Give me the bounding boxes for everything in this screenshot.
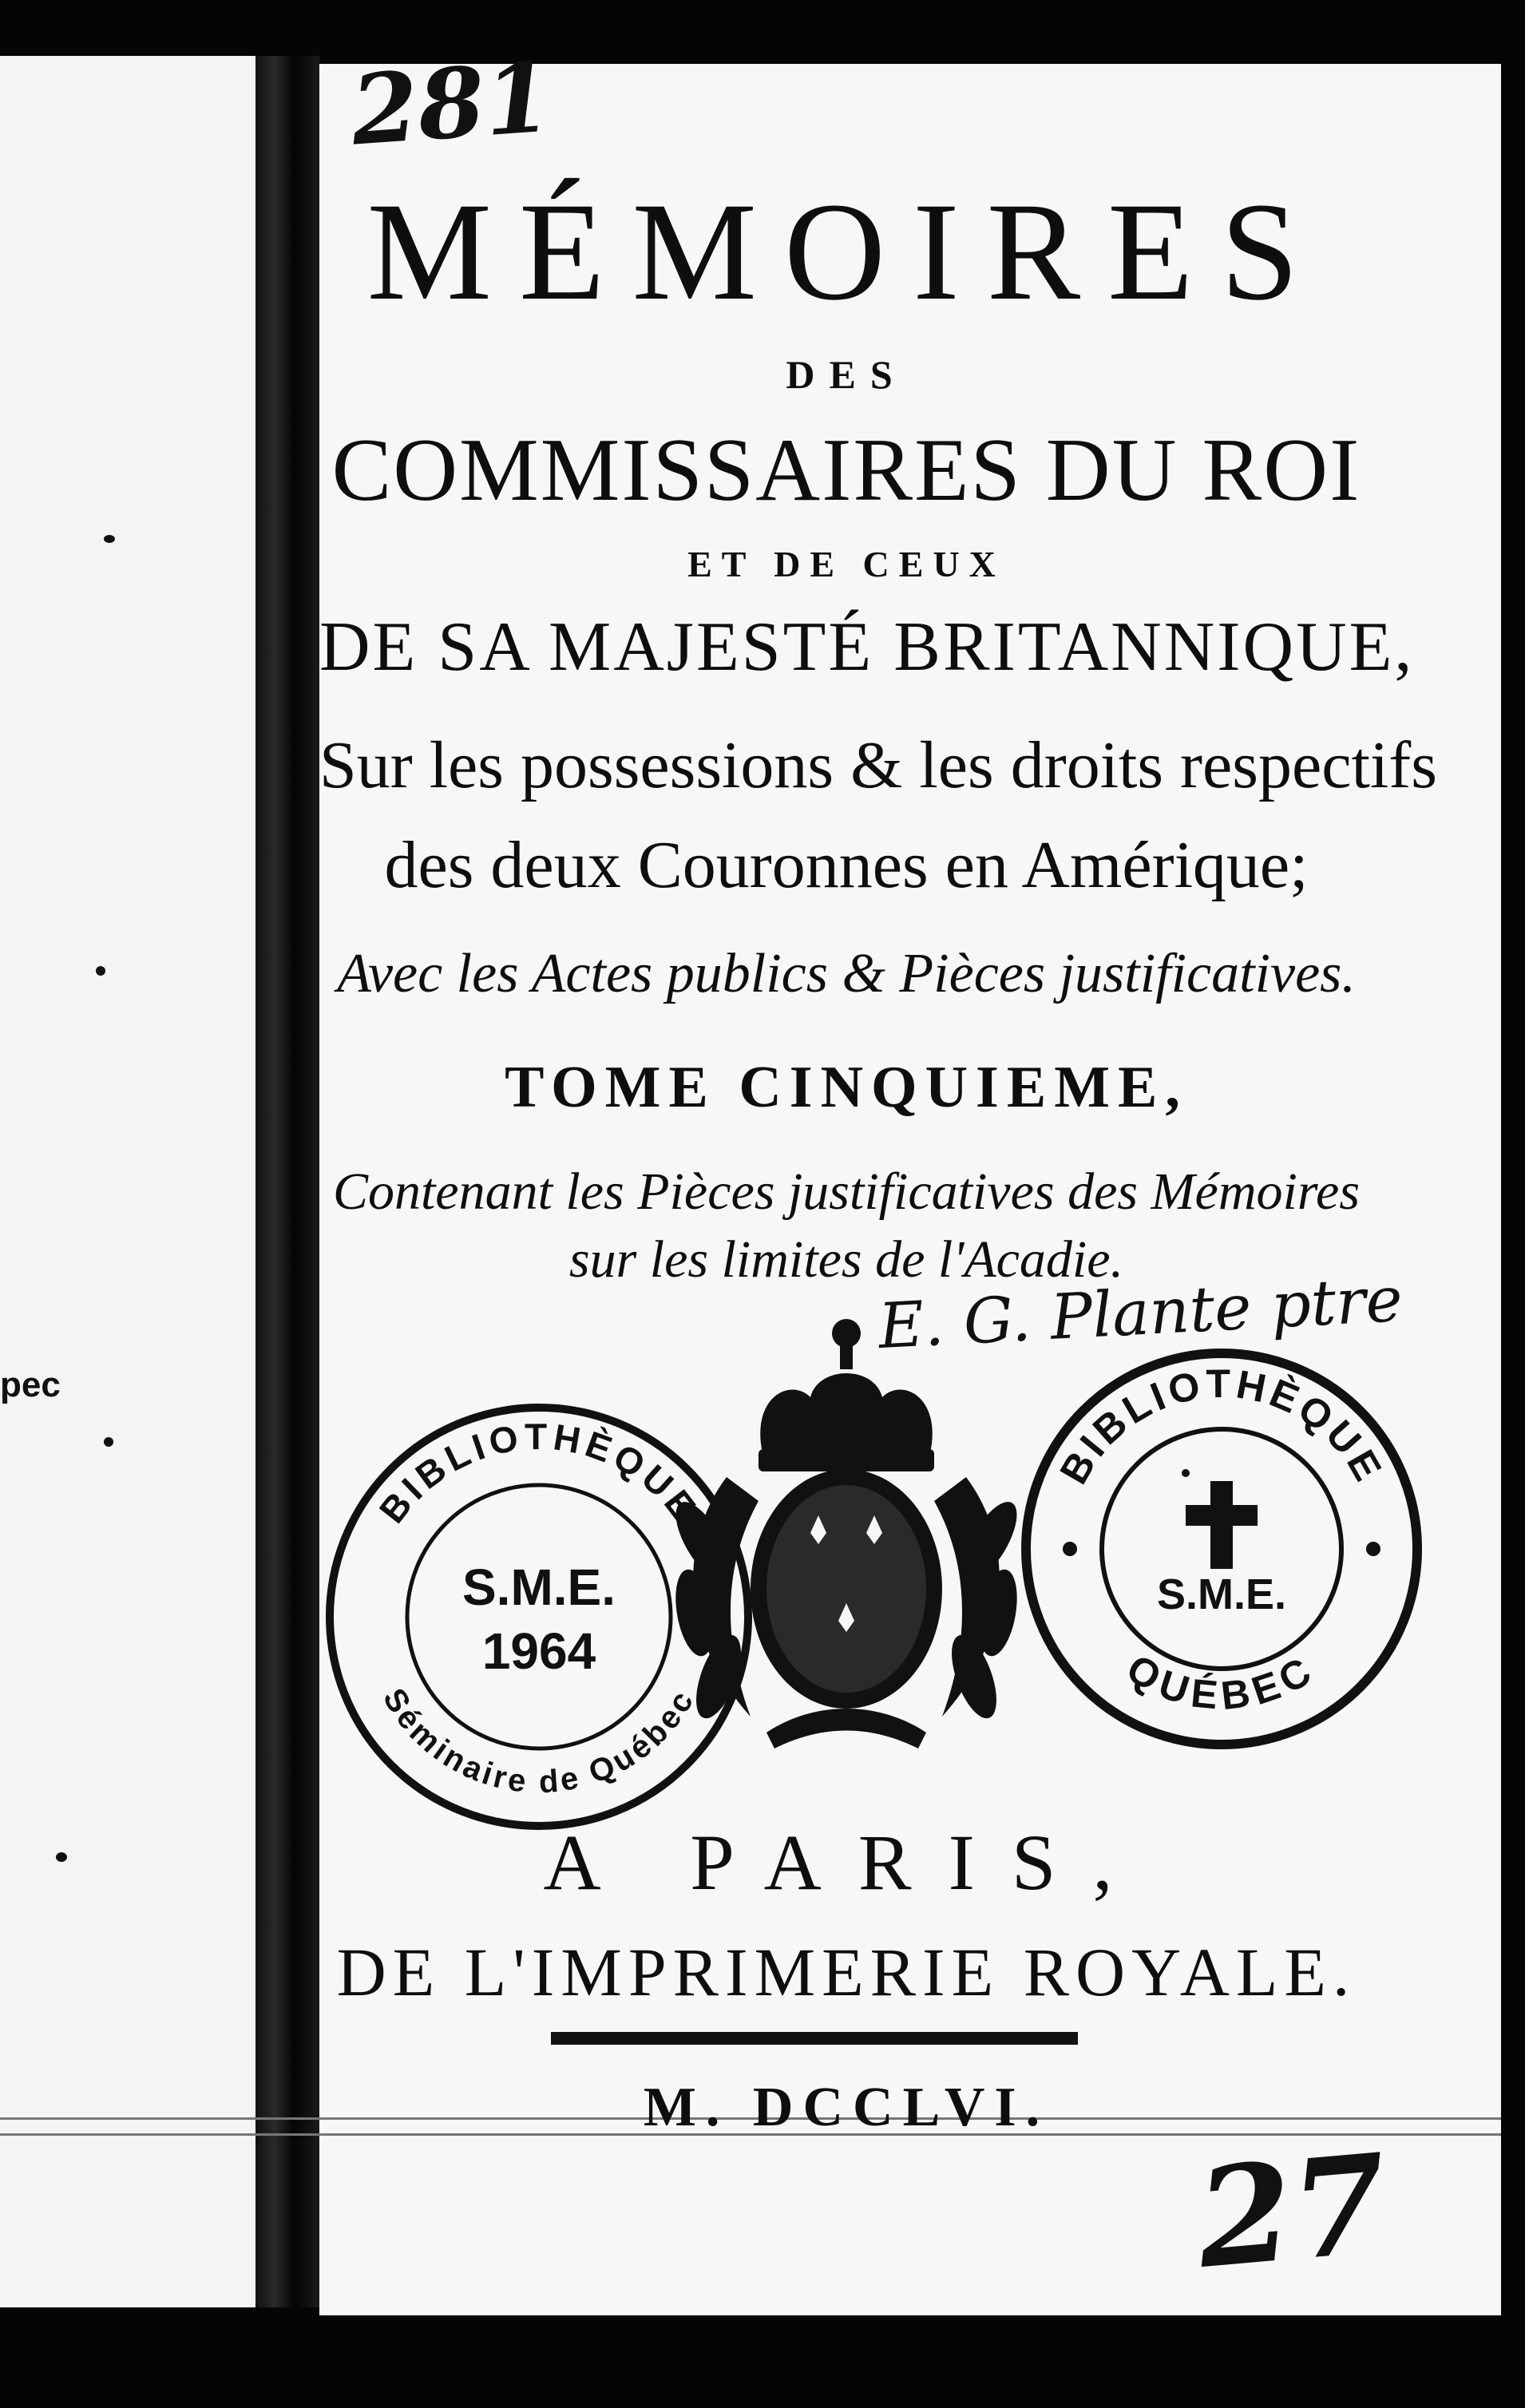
scan-speck xyxy=(104,1437,113,1447)
stamp-right-center: S.M.E. xyxy=(1156,1570,1287,1618)
svg-text:QUÉBEC xyxy=(1119,1646,1324,1718)
facing-page-fragment: pec xyxy=(0,1365,61,1404)
volume-label: TOME CINQUIEME, xyxy=(505,1055,1188,1120)
imprint-year: M. DCCLVI. xyxy=(643,2077,1050,2138)
stamp-right-arc-top: BIBLIOTHÈQUE xyxy=(1051,1360,1392,1491)
svg-text:BIBLIOTHÈQUE xyxy=(371,1416,707,1531)
scan-speck xyxy=(1182,1469,1190,1477)
title-des: DES xyxy=(786,352,907,397)
contents-line-1: Contenant les Pièces justificatives des Mémoires xyxy=(332,1162,1361,1221)
subtitle-couronnes: des deux Couronnes en Amérique; xyxy=(384,828,1309,902)
svg-text:BIBLIOTHÈQUE xyxy=(1051,1361,1392,1491)
stamp-left-arc-bottom: Séminaire de Québec xyxy=(375,1682,702,1800)
scan-speck xyxy=(96,966,105,976)
scan-speck xyxy=(104,535,115,543)
handwritten-signature: E. G. Plante ptre xyxy=(877,1263,1404,1364)
stamp-left-center-1: S.M.E. xyxy=(461,1558,616,1616)
library-stamp-sme-1964 xyxy=(315,1393,762,1840)
handwritten-shelfmark: 281 xyxy=(347,41,556,168)
subtitle-possessions: Sur les possessions & les droits respectifs xyxy=(319,728,1437,802)
stamp-left-arc-top: BIBLIOTHÈQUE xyxy=(370,1415,707,1531)
imprint-rule xyxy=(551,2032,1078,2045)
facing-page xyxy=(0,56,259,2307)
contents-line-2: sur les limites de l'Acadie. xyxy=(568,1230,1124,1289)
stamp-right-arc-bottom: QUÉBEC xyxy=(1119,1646,1325,1719)
book-spine xyxy=(255,56,319,2307)
library-stamp-quebec xyxy=(1014,1341,1429,1756)
cross-icon xyxy=(1186,1481,1258,1569)
title-commissaires: COMMISSAIRES DU ROI xyxy=(331,421,1361,520)
subtitle-actes: Avec les Actes publics & Pièces justificatives. xyxy=(337,943,1356,1004)
title-et-de-ceux: ET DE CEUX xyxy=(687,544,1005,584)
imprint-place: A PARIS, xyxy=(543,1818,1150,1907)
imprint-printer: DE L'IMPRIMERIE ROYALE. xyxy=(336,1934,1357,2010)
book-title: MÉMOIRES xyxy=(366,174,1326,330)
scan-speck xyxy=(56,1852,67,1862)
handwritten-page-number: 27 xyxy=(1190,2124,1393,2299)
title-majeste: DE SA MAJESTÉ BRITANNIQUE, xyxy=(319,608,1415,686)
stamp-left-center-2: 1964 xyxy=(481,1622,596,1680)
svg-text:Séminaire de Québec xyxy=(376,1682,702,1800)
